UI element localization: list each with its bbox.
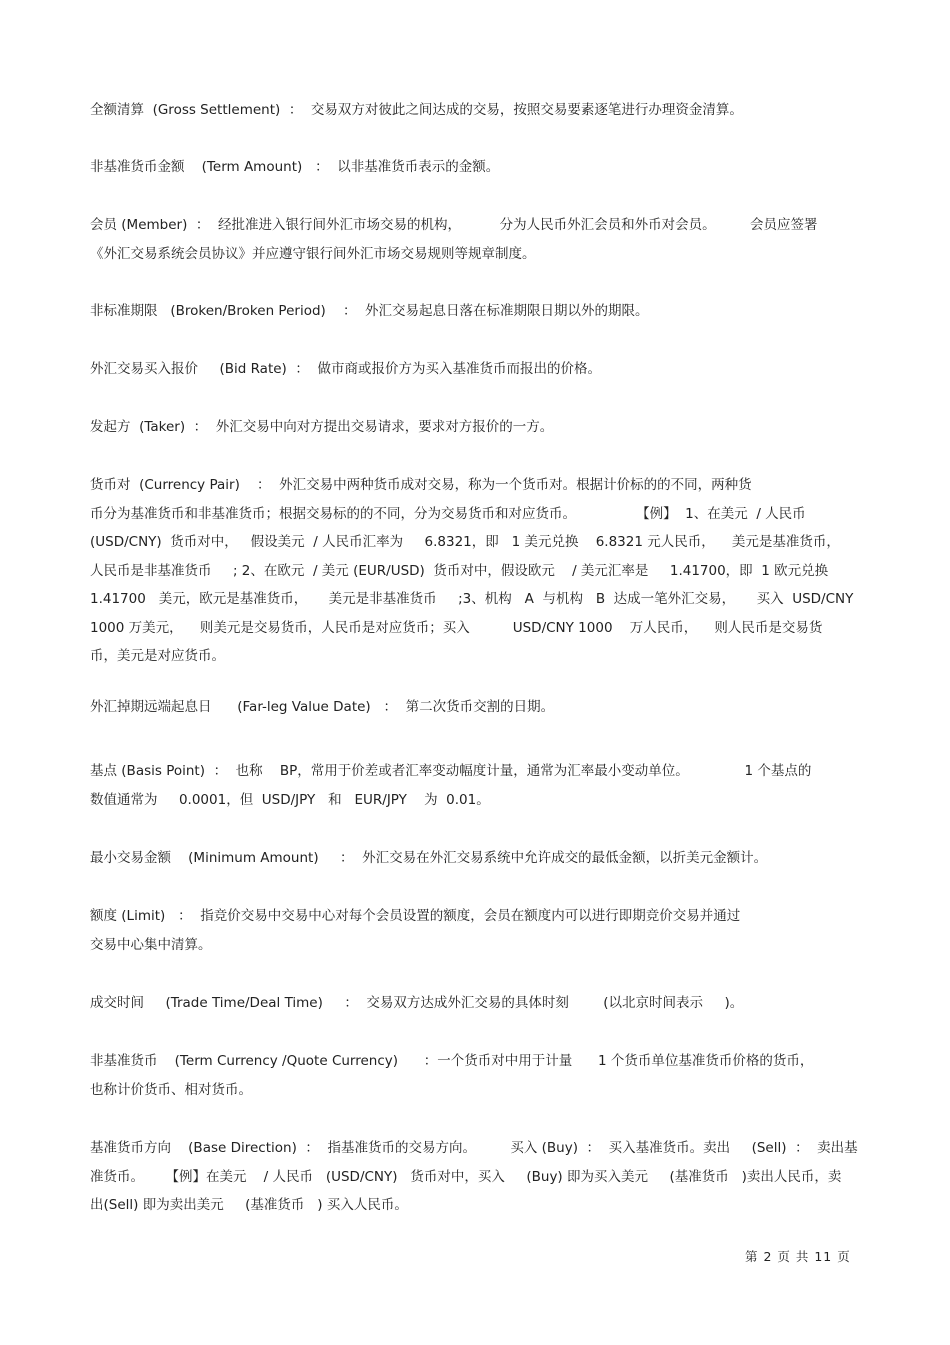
entry-text-line: 出(Sell) 即为卖出美元 (基准货币 ) 买入人民币。 (90, 1197, 408, 1213)
entry-text-line: 人民币是非基准货币 ; 2、在欧元 / 美元 (EUR/USD) 货币对中，假设欧元 / 美元汇率是 1.41700，即 1 欧元兑换 (90, 562, 829, 579)
glossary-entry-broken-period (90, 297, 860, 326)
entry-text-line: 非标准期限 (Broken/Broken Period) ： 外汇交易起息日落在标准期限日期以外的期限。 (90, 303, 649, 319)
entry-text-line: 基点 (Basis Point) ： 也称 BP，常用于价差或者汇率变动幅度计量，通常为汇率最小变动单位。 1 个基点的 (90, 763, 812, 779)
glossary-entry-far-leg-value-date (90, 693, 860, 722)
entry-text-line: 非基准货币金额 (Term Amount) ： 以非基准货币表示的金额。 (90, 159, 500, 175)
entry-text-line: 交易中心集中清算。 (90, 936, 212, 953)
glossary-entry-bid-rate (90, 355, 860, 384)
entry-text-line: 《外汇交易系统会员协议》并应遵守银行间外汇市场交易规则等规章制度。 (90, 245, 536, 262)
entry-text-line: 会员 (Member) ： 经批准进入银行间外汇市场交易的机构， 分为人民币外汇会员和外币对会员。 会员应签署 (90, 217, 818, 233)
entry-text-line: 货币对 (Currency Pair) ： 外汇交易中两种货币成对交易，称为一个货币对。根据计价标的的不同，两种货 (90, 477, 752, 493)
glossary-entry-base-direction (90, 1134, 860, 1220)
entry-text-line: 外汇交易买入报价 (Bid Rate) ： 做市商或报价方为买入基准货币而报出的价格。 (90, 361, 601, 377)
glossary-entry-term-currency (90, 1047, 860, 1104)
glossary-entry-member (90, 211, 860, 268)
entry-text-line: 全额清算 (Gross Settlement) ： 交易双方对彼此之间达成的交易，按照交易要素逐笔进行办理资金清算。 (90, 102, 743, 118)
glossary-entry-trade-time (90, 989, 860, 1018)
entry-text-line: 数值通常为 0.0001，但 USD/JPY 和 EUR/JPY 为 0.01。 (90, 791, 490, 808)
entry-text-line: 币分为基准货币和非基准货币；根据交易标的的不同，分为交易货币和对应货币。 【例】 1、在美元 / 人民币 (90, 505, 806, 522)
glossary-entry-term-amount (90, 153, 860, 182)
entry-text-line: 最小交易金额 (Minimum Amount) ： 外汇交易在外汇交易系统中允许成交的最低金额，以折美元金额计。 (90, 850, 768, 866)
page-footer: 第 2 页 共 11 页 (745, 1249, 851, 1264)
entry-text-line: 基准货币方向 (Base Direction) ： 指基准货币的交易方向。 买入 (Buy) ： 买入基准货币。卖出 (Sell) ： 卖出基 (90, 1140, 858, 1156)
entry-text-line: 也称计价货币、相对货币。 (90, 1081, 252, 1098)
entry-text-line: (USD/CNY) 货币对中， 假设美元 / 人民币汇率为 6.8321，即 1 美元兑换 6.8321 元人民币， 美元是基准货币， (90, 534, 840, 550)
glossary-entry-limit (90, 902, 860, 959)
entry-text-line: 发起方 (Taker) ： 外汇交易中向对方提出交易请求，要求对方报价的一方。 (90, 419, 554, 435)
entry-text-line: 非基准货币 (Term Currency /Quote Currency) ：一个货币对中用于计量 1 个货币单位基准货币价格的货币， (90, 1053, 814, 1069)
entry-text-line: 外汇掉期远端起息日 (Far-leg Value Date) ： 第二次货币交割的日期。 (90, 699, 555, 715)
glossary-entry-minimum-amount (90, 844, 860, 873)
glossary-entry-currency-pair (90, 471, 860, 671)
entry-text-line: 1.41700 美元，欧元是基准货币， 美元是非基准货币 ;3、机构 A 与机构 B 达成一笔外汇交易， 买入 USD/CNY (90, 591, 854, 607)
entry-text-line: 1000 万美元， 则美元是交易货币，人民币是对应货币；买入 USD/CNY 1000 万人民币， 则人民币是交易货 (90, 619, 823, 636)
glossary-entry-taker (90, 413, 860, 442)
entry-text-line: 币，美元是对应货币。 (90, 648, 225, 664)
glossary-entry-basis-point (90, 757, 860, 814)
glossary-entry-gross-settlement (90, 96, 860, 125)
entry-text-line: 准货币。 【例】在美元 / 人民币 (USD/CNY) 货币对中，买入 (Buy) 即为买入美元 (基准货币 )卖出人民币，卖 (90, 1168, 842, 1185)
entry-text-line: 额度 (Limit) ： 指竞价交易中交易中心对每个会员设置的额度，会员在额度内可以进行即期竞价交易并通过 (90, 908, 741, 924)
entry-text-line: 成交时间 (Trade Time/Deal Time) ： 交易双方达成外汇交易的具体时刻 (以北京时间表示 )。 (90, 995, 744, 1011)
